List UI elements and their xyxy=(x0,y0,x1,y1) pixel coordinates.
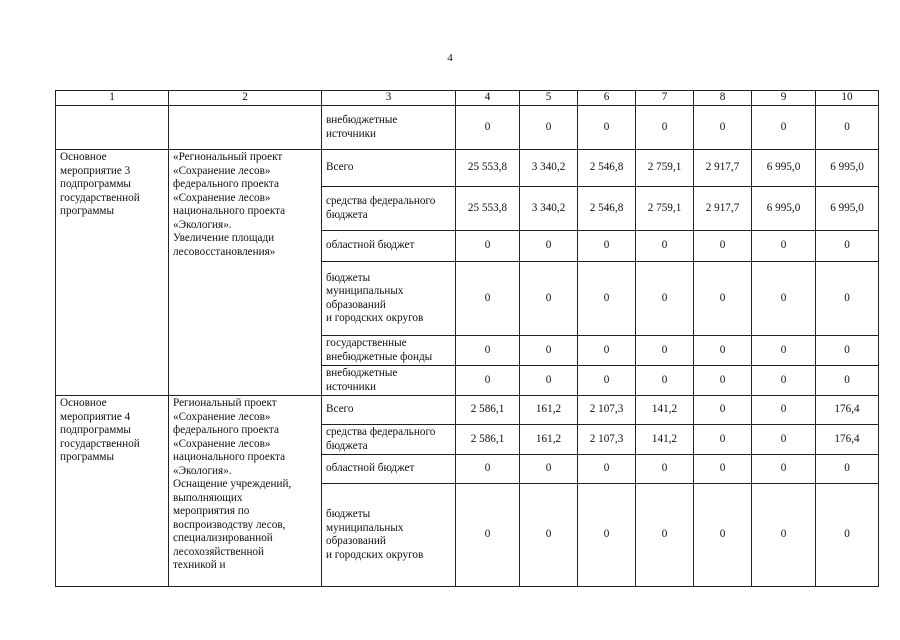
value-cell: 0 xyxy=(578,231,636,262)
funding-source-cell: Всего xyxy=(322,150,456,187)
value-cell: 0 xyxy=(636,262,694,336)
value-cell: 161,2 xyxy=(520,425,578,455)
value-cell: 0 xyxy=(752,231,816,262)
table-row xyxy=(56,396,879,425)
activity-cell: Основное мероприятие 3 подпрограммы государственной программы xyxy=(56,150,169,396)
funding-source-cell: внебюджетные источники xyxy=(322,366,456,396)
value-cell: 0 xyxy=(578,484,636,587)
value-cell: 6 995,0 xyxy=(816,150,879,187)
value-cell: 0 xyxy=(456,336,520,366)
funding-source-cell: бюджеты муниципальных образований и городских округов xyxy=(322,484,456,587)
funding-source-cell: внебюджетные источники xyxy=(322,106,456,150)
value-cell: 0 xyxy=(520,484,578,587)
table-row xyxy=(56,106,879,150)
value-cell: 0 xyxy=(752,262,816,336)
value-cell: 0 xyxy=(694,425,752,455)
value-cell: 0 xyxy=(694,262,752,336)
value-cell: 0 xyxy=(816,336,879,366)
value-cell: 0 xyxy=(456,106,520,150)
activity-cell: Основное мероприятие 4 подпрограммы государственной программы xyxy=(56,396,169,587)
value-cell: 0 xyxy=(752,425,816,455)
value-cell: 0 xyxy=(520,455,578,484)
value-cell: 2 917,7 xyxy=(694,187,752,231)
value-cell: 2 546,8 xyxy=(578,150,636,187)
value-cell: 0 xyxy=(520,231,578,262)
funding-source-cell: бюджеты муниципальных образований и городских округов xyxy=(322,262,456,336)
value-cell: 0 xyxy=(816,106,879,150)
budget-table xyxy=(55,90,879,587)
value-cell: 2 107,3 xyxy=(578,396,636,425)
header-cell: 10 xyxy=(816,91,879,106)
value-cell: 0 xyxy=(636,484,694,587)
value-cell: 25 553,8 xyxy=(456,187,520,231)
value-cell: 0 xyxy=(456,366,520,396)
value-cell: 0 xyxy=(456,455,520,484)
value-cell: 0 xyxy=(578,455,636,484)
value-cell: 2 917,7 xyxy=(694,150,752,187)
table-row xyxy=(56,150,879,187)
header-row xyxy=(56,91,879,106)
value-cell: 0 xyxy=(752,396,816,425)
value-cell: 0 xyxy=(694,106,752,150)
value-cell: 0 xyxy=(520,336,578,366)
activity-cell xyxy=(56,106,169,150)
value-cell: 25 553,8 xyxy=(456,150,520,187)
value-cell: 2 586,1 xyxy=(456,425,520,455)
value-cell: 0 xyxy=(578,106,636,150)
funding-source-cell: средства федерального бюджета xyxy=(322,425,456,455)
value-cell: 0 xyxy=(694,336,752,366)
value-cell: 6 995,0 xyxy=(816,187,879,231)
value-cell: 0 xyxy=(578,336,636,366)
value-cell: 0 xyxy=(636,366,694,396)
value-cell: 0 xyxy=(636,336,694,366)
value-cell: 2 586,1 xyxy=(456,396,520,425)
value-cell: 0 xyxy=(816,455,879,484)
header-cell: 8 xyxy=(694,91,752,106)
value-cell: 176,4 xyxy=(816,396,879,425)
header-cell: 4 xyxy=(456,91,520,106)
header-cell: 9 xyxy=(752,91,816,106)
page-number: 4 xyxy=(447,52,453,64)
value-cell: 3 340,2 xyxy=(520,187,578,231)
description-cell xyxy=(169,106,322,150)
description-cell: «Региональный проект «Сохранение лесов» федерального проекта «Сохранение лесов» национального проекта «Экология». Увеличение площади лесовосстановления» xyxy=(169,150,322,396)
value-cell: 176,4 xyxy=(816,425,879,455)
value-cell: 0 xyxy=(752,336,816,366)
value-cell: 0 xyxy=(456,231,520,262)
value-cell: 0 xyxy=(694,484,752,587)
header-cell: 1 xyxy=(56,91,169,106)
funding-source-cell: областной бюджет xyxy=(322,231,456,262)
value-cell: 0 xyxy=(636,106,694,150)
value-cell: 2 759,1 xyxy=(636,150,694,187)
value-cell: 0 xyxy=(694,396,752,425)
value-cell: 0 xyxy=(816,262,879,336)
value-cell: 0 xyxy=(520,106,578,150)
value-cell: 6 995,0 xyxy=(752,187,816,231)
value-cell: 0 xyxy=(816,484,879,587)
value-cell: 0 xyxy=(520,366,578,396)
header-cell: 6 xyxy=(578,91,636,106)
value-cell: 161,2 xyxy=(520,396,578,425)
funding-source-cell: областной бюджет xyxy=(322,455,456,484)
header-cell: 2 xyxy=(169,91,322,106)
value-cell: 0 xyxy=(578,262,636,336)
value-cell: 0 xyxy=(694,231,752,262)
value-cell: 141,2 xyxy=(636,396,694,425)
value-cell: 0 xyxy=(816,366,879,396)
value-cell: 0 xyxy=(816,231,879,262)
funding-source-cell: средства федерального бюджета xyxy=(322,187,456,231)
value-cell: 0 xyxy=(636,455,694,484)
value-cell: 0 xyxy=(520,262,578,336)
value-cell: 2 546,8 xyxy=(578,187,636,231)
funding-source-cell: Всего xyxy=(322,396,456,425)
value-cell: 0 xyxy=(752,106,816,150)
value-cell: 2 759,1 xyxy=(636,187,694,231)
value-cell: 0 xyxy=(694,366,752,396)
value-cell: 141,2 xyxy=(636,425,694,455)
value-cell: 0 xyxy=(752,455,816,484)
value-cell: 0 xyxy=(752,484,816,587)
description-cell: Региональный проект «Сохранение лесов» федерального проекта «Сохранение лесов» национального проекта «Экология». Оснащение учреждений, выполняющих мероприятия по воспроизводству лесов, специализированной лесохозяйственной техникой и xyxy=(169,396,322,587)
value-cell: 0 xyxy=(578,366,636,396)
value-cell: 0 xyxy=(694,455,752,484)
value-cell: 3 340,2 xyxy=(520,150,578,187)
value-cell: 0 xyxy=(636,231,694,262)
value-cell: 2 107,3 xyxy=(578,425,636,455)
value-cell: 0 xyxy=(456,484,520,587)
value-cell: 0 xyxy=(752,366,816,396)
header-cell: 7 xyxy=(636,91,694,106)
header-cell: 5 xyxy=(520,91,578,106)
funding-source-cell: государственные внебюджетные фонды xyxy=(322,336,456,366)
value-cell: 6 995,0 xyxy=(752,150,816,187)
header-cell: 3 xyxy=(322,91,456,106)
value-cell: 0 xyxy=(456,262,520,336)
